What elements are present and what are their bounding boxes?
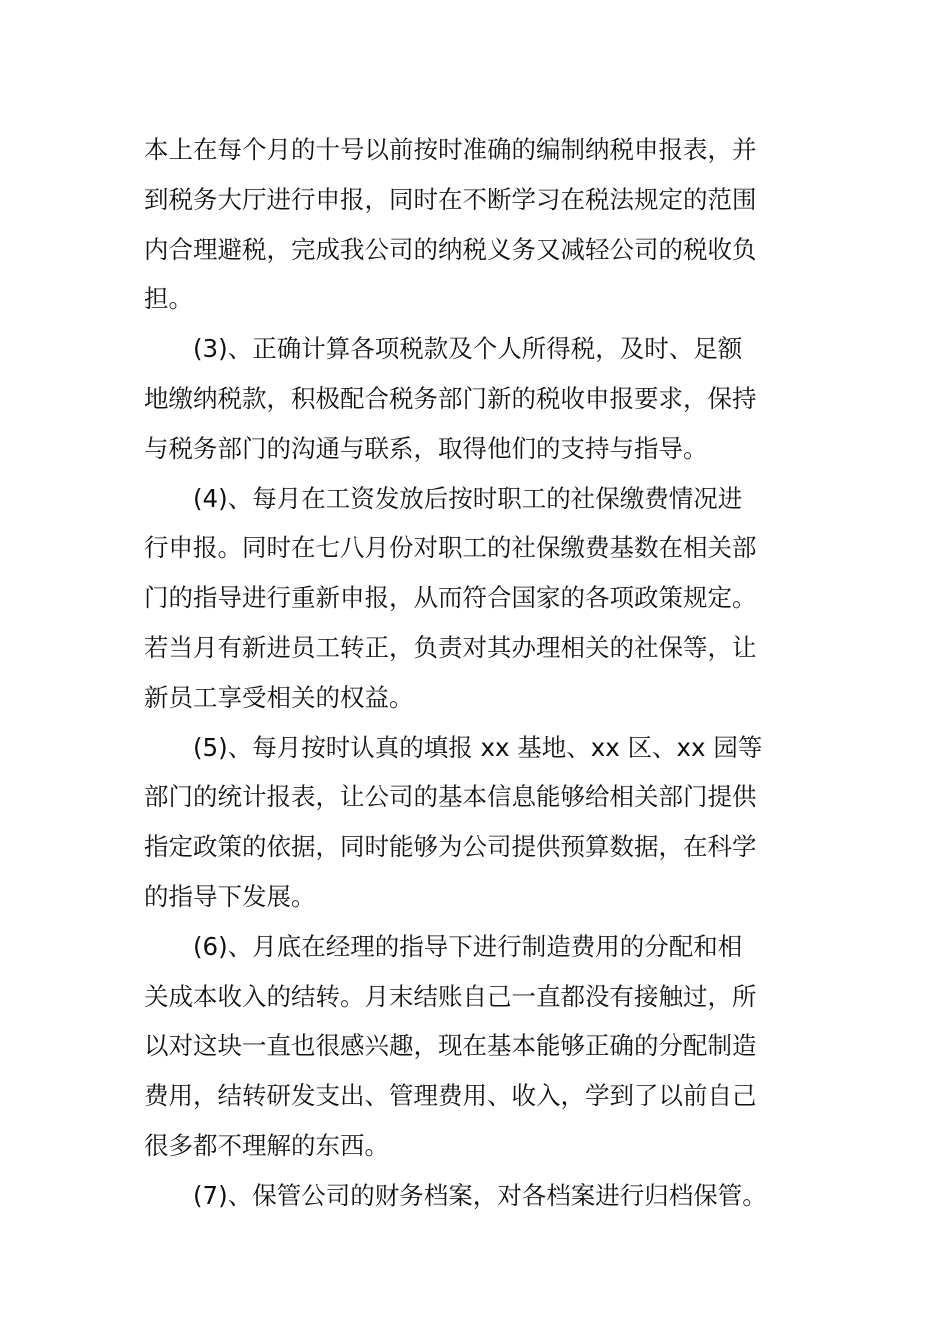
text-line: 的指导下发展。 — [144, 881, 316, 911]
paragraph-first-line: (7)、保管公司的财务档案，对各档案进行归档保管。 — [193, 1180, 767, 1210]
text-line: 门的指导进行重新申报，从而符合国家的各项政策规定。 — [144, 583, 757, 613]
text-line: 费用，结转研发支出、管理费用、收入，学到了以前自己 — [144, 1081, 757, 1111]
text-line: 地缴纳税款，积极配合税务部门新的税收申报要求，保持 — [144, 383, 757, 413]
document-page — [144, 125, 788, 1221]
text-line: 部门的统计报表，让公司的基本信息能够给相关部门提供 — [144, 782, 757, 812]
text-line: 关成本收入的结转。月末结账自己一直都没有接触过，所 — [144, 981, 757, 1011]
text-line: 担。 — [144, 284, 193, 314]
text-line: 与税务部门的沟通与联系，取得他们的支持与指导。 — [144, 433, 708, 463]
text-line: 本上在每个月的十号以前按时准确的编制纳税申报表，并 — [144, 135, 757, 164]
text-line: 到税务大厅进行申报，同时在不断学习在税法规定的范围 — [144, 184, 757, 214]
text-line: 若当月有新进员工转正，负责对其办理相关的社保等，让 — [144, 632, 757, 662]
text-line: 行申报。同时在七八月份对职工的社保缴费基数在相关部 — [144, 533, 757, 563]
text-line: 以对这块一直也很感兴趣，现在基本能够正确的分配制造 — [144, 1031, 757, 1061]
text-line: 指定政策的依据，同时能够为公司提供预算数据，在科学 — [144, 832, 757, 862]
paragraph-first-line: (4)、每月在工资发放后按时职工的社保缴费情况进 — [193, 483, 743, 513]
text-line: 很多都不理解的东西。 — [144, 1130, 389, 1160]
text-line: 新员工享受相关的权益。 — [144, 682, 414, 712]
paragraph-first-line: (5)、每月按时认真的填报 xx 基地、xx 区、xx 园等 — [193, 732, 763, 762]
paragraph-first-line: (3)、正确计算各项税款及个人所得税，及时、足额 — [193, 334, 743, 364]
paragraph-first-line: (6)、月底在经理的指导下进行制造费用的分配和相 — [193, 931, 743, 961]
text-line: 内合理避税，完成我公司的纳税义务又减轻公司的税收负 — [144, 234, 757, 264]
